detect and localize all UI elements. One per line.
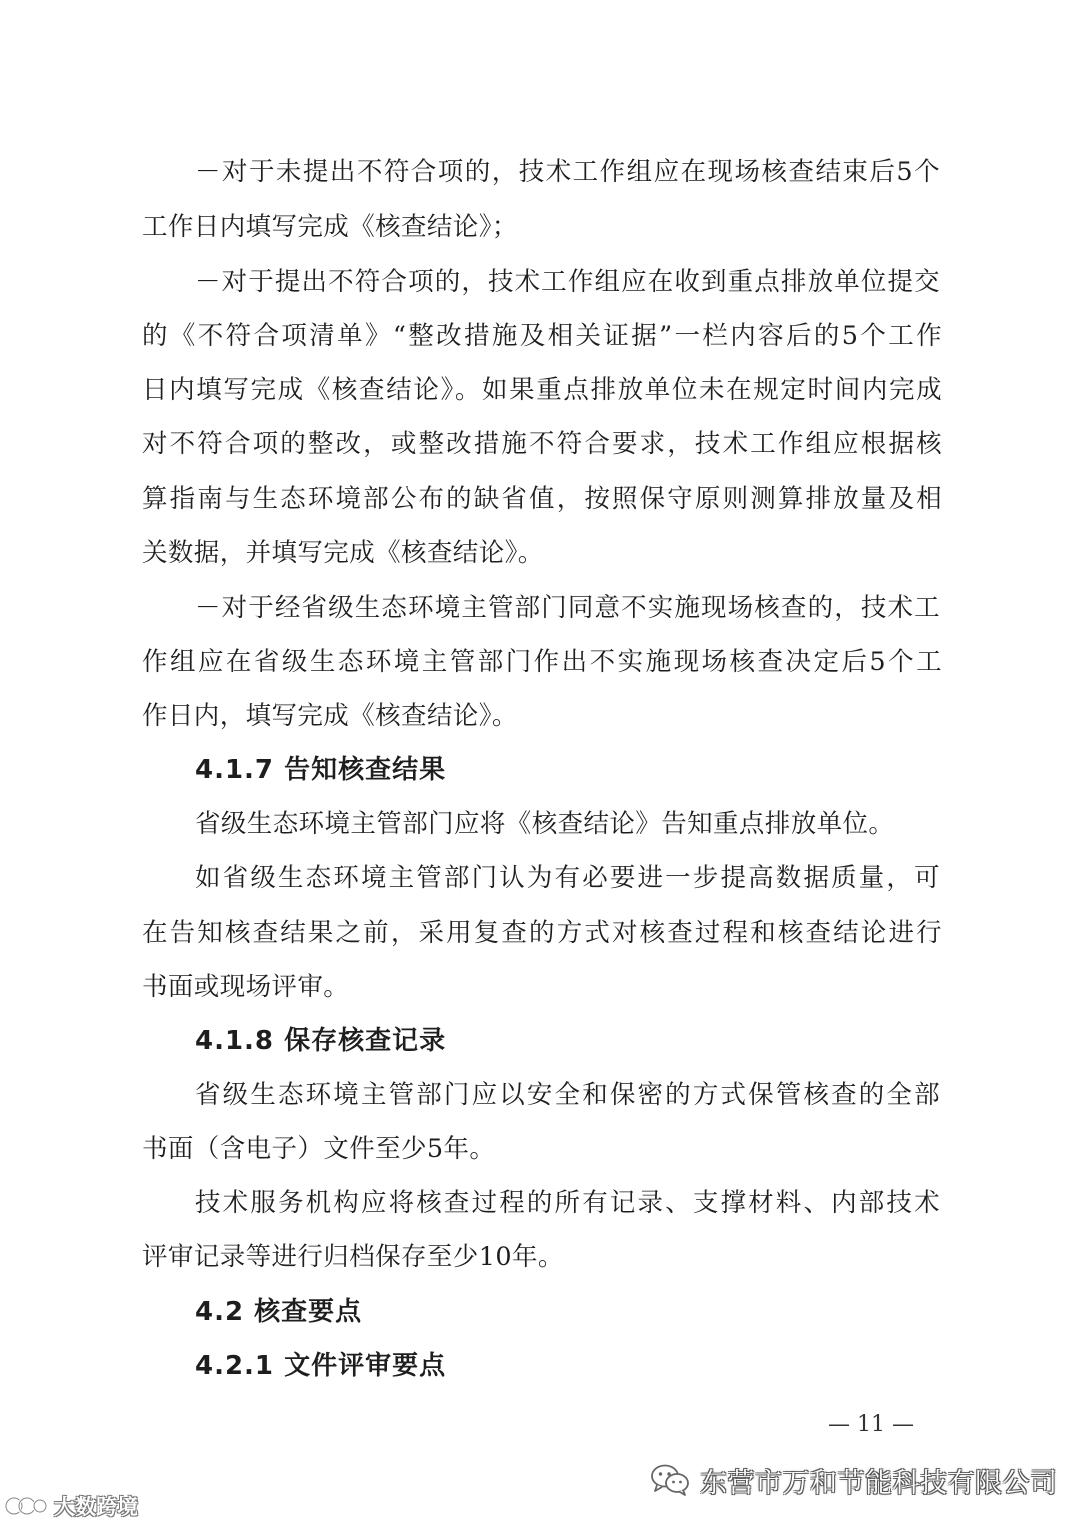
section-heading-4-2: 4.2 核查要点	[195, 1297, 363, 1327]
paragraph-line: 省级生态环境主管部门应以安全和保密的方式保管核查的全部	[195, 1080, 940, 1110]
paragraph-line: 省级生态环境主管部门应将《核查结论》告知重点排放单位。	[195, 809, 895, 839]
watermark-site-name: 大数跨境	[54, 1495, 138, 1519]
paragraph-line: 关数据，并填写完成《核查结论》。	[142, 538, 544, 568]
paragraph-line: 对不符合项的整改，或整改措施不符合要求，技术工作组应根据核	[142, 429, 942, 459]
paragraph-line: 工作日内填写完成《核查结论》；	[142, 212, 518, 242]
link-icon	[4, 1493, 48, 1519]
paragraph-line: －对于经省级生态环境主管部门同意不实施现场核查的，技术工	[195, 593, 940, 623]
paragraph-line: 书面或现场评审。	[142, 972, 350, 1002]
section-heading-4-1-8: 4.1.8 保存核查记录	[195, 1026, 447, 1056]
wechat-watermark	[650, 1462, 1058, 1498]
paragraph-line: －对于提出不符合项的，技术工作组应在收到重点排放单位提交	[195, 267, 940, 297]
section-heading-4-1-7: 4.1.7 告知核查结果	[195, 755, 447, 785]
paragraph-line: 算指南与生态环境部公布的缺省值，按照保守原则测算排放量及相	[142, 484, 942, 514]
paragraph-line: 作组应在省级生态环境主管部门作出不实施现场核查决定后5个工	[142, 647, 942, 677]
section-heading-4-2-1: 4.2.1 文件评审要点	[195, 1351, 447, 1381]
paragraph-line: 技术服务机构应将核查过程的所有记录、支撑材料、内部技术	[195, 1188, 940, 1218]
paragraph-line: 日内填写完成《核查结论》。如果重点排放单位未在规定时间内完成	[142, 375, 942, 405]
paragraph-line: 如省级生态环境主管部门认为有必要进一步提高数据质量，可	[195, 863, 940, 893]
paragraph-line: 作日内，填写完成《核查结论》。	[142, 701, 518, 731]
paragraph-line: 在告知核查结果之前，采用复查的方式对核查过程和核查结论进行	[142, 918, 942, 948]
paragraph-line: －对于未提出不符合项的，技术工作组应在现场核查结束后5个	[195, 157, 940, 187]
page-number: — 11 —	[828, 1412, 914, 1437]
watermark-company-name: 东营市万和节能科技有限公司	[700, 1467, 1058, 1499]
paragraph-line: 书面（含电子）文件至少5年。	[142, 1134, 496, 1164]
paragraph-line: 评审记录等进行归档保存至少10年。	[142, 1242, 564, 1272]
paragraph-line: 的《不符合项清单》“整改措施及相关证据”一栏内容后的5个工作	[142, 321, 942, 351]
site-watermark	[4, 1490, 138, 1522]
wechat-icon	[650, 1463, 690, 1497]
